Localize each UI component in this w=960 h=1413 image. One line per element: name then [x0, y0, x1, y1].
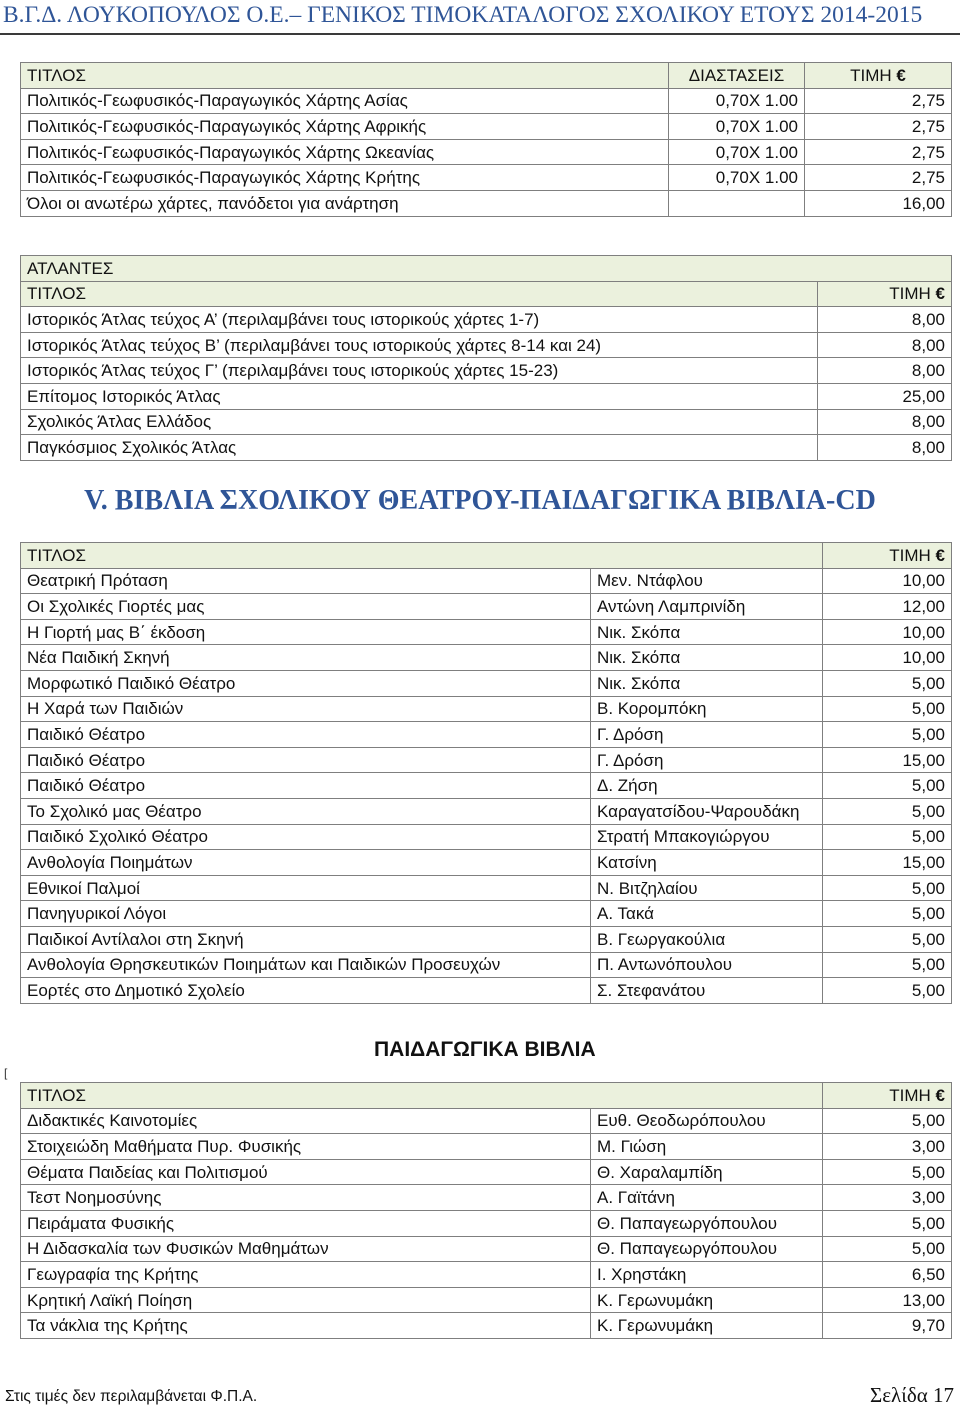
cell-author: Νικ. Σκόπα	[591, 619, 823, 645]
cell-title: Θεατρική Πρόταση	[21, 568, 591, 594]
cell-title: Γεωγραφία της Κρήτης	[21, 1262, 591, 1288]
euro-symbol: €	[935, 545, 945, 565]
section-v-title: V. ΒΙΒΛΙΑ ΣΧΟΛΙΚΟΥ ΘΕΑΤΡΟΥ-ΠΑΙΔΑΓΩΓΙΚΑ ΒΙΒΛΙΑ-CD	[84, 485, 876, 516]
table-row	[21, 926, 952, 952]
table-header-row	[21, 281, 952, 307]
cell-author: Καραγατσίδου-Ψαρουδάκη	[591, 798, 823, 824]
table-row	[21, 1236, 952, 1262]
cell-author: Νικ. Σκόπα	[591, 670, 823, 696]
col-header-price: ΤΙΜΗ €	[805, 63, 952, 89]
stray-bracket-mark: [	[4, 1066, 8, 1080]
table-row	[21, 875, 952, 901]
cell-author: Γ. Δρόση	[591, 722, 823, 748]
euro-symbol: €	[896, 65, 906, 85]
cell-title: Διδακτικές Καινοτομίες	[21, 1108, 591, 1134]
table-row	[21, 435, 952, 461]
all-maps-row	[21, 190, 952, 216]
cell-price: 5,00	[823, 670, 952, 696]
cell-author: Κ. Γερωνυμάκη	[591, 1287, 823, 1313]
table-row	[21, 901, 952, 927]
cell-price: 3,00	[823, 1134, 952, 1160]
theatre-books-table	[20, 542, 952, 1004]
col-header-price: ΤΙΜΗ €	[823, 1083, 952, 1109]
cell-author: Α. Γαϊτάνη	[591, 1185, 823, 1211]
table-row	[21, 1313, 952, 1339]
cell-author: Νικ. Σκόπα	[591, 645, 823, 671]
cell-price: 16,00	[805, 190, 952, 216]
table-row	[21, 332, 952, 358]
table-row	[21, 594, 952, 620]
pedagogical-books-table	[20, 1082, 952, 1339]
cell-dimensions: 0,70Χ 1.00	[669, 114, 805, 140]
cell-title: Παιδικοί Αντίλαλοι στη Σκηνή	[21, 926, 591, 952]
cell-price: 2,75	[805, 165, 952, 191]
cell-author: Δ. Ζήση	[591, 773, 823, 799]
cell-title: Η Χαρά των Παιδιών	[21, 696, 591, 722]
table-header-row	[21, 543, 952, 569]
cell-author: Στρατή Μπακογιώργου	[591, 824, 823, 850]
table-row	[21, 358, 952, 384]
table-row	[21, 952, 952, 978]
cell-price: 5,00	[823, 798, 952, 824]
col-header-title: ΤΙΤΛΟΣ	[21, 63, 669, 89]
cell-author: Κ. Γερωνυμάκη	[591, 1313, 823, 1339]
table-row	[21, 696, 952, 722]
cell-dimensions: 0,70Χ 1.00	[669, 139, 805, 165]
maps-price-table	[20, 62, 952, 217]
table-row	[21, 114, 952, 140]
cell-author: Θ. Παπαγεωργόπουλου	[591, 1210, 823, 1236]
euro-symbol: €	[935, 284, 945, 304]
cell-price: 5,00	[823, 1236, 952, 1262]
table-row	[21, 722, 952, 748]
table-row	[21, 1287, 952, 1313]
col-header-price: ΤΙΜΗ €	[818, 281, 952, 307]
cell-price: 5,00	[823, 773, 952, 799]
cell-author: Ν. Βιτζηλαίου	[591, 875, 823, 901]
cell-price: 5,00	[823, 952, 952, 978]
table-row	[21, 1108, 952, 1134]
col-header-title: ΤΙΤΛΟΣ	[21, 281, 818, 307]
cell-price: 5,00	[823, 1210, 952, 1236]
cell-price: 5,00	[823, 875, 952, 901]
cell-price: 6,50	[823, 1262, 952, 1288]
cell-title: Παιδικό Θέατρο	[21, 773, 591, 799]
cell-price: 8,00	[818, 358, 952, 384]
table-row	[21, 645, 952, 671]
cell-title: Παιδικό Σχολικό Θέατρο	[21, 824, 591, 850]
col-header-dimensions: ΔΙΑΣΤΑΣΕΙΣ	[669, 63, 805, 89]
page-number: Σελίδα 17	[869, 1383, 954, 1407]
table-row	[21, 798, 952, 824]
cell-author: Γ. Δρόση	[591, 747, 823, 773]
cell-price: 25,00	[818, 383, 952, 409]
cell-author: Π. Αντωνόπουλου	[591, 952, 823, 978]
atlases-price-table	[20, 255, 952, 461]
page-header-title: Β.Γ.Δ. ΛΟΥΚΟΠΟΥΛΟΣ Ο.Ε.– ΓΕΝΙΚΟΣ ΤΙΜΟΚΑΤΑΛΟΓΟΣ ΣΧΟΛΙΚΟΥ ΕΤΟΥΣ 2014-2015	[3, 2, 923, 28]
cell-price: 15,00	[823, 747, 952, 773]
cell-price: 2,75	[805, 88, 952, 114]
cell-price: 12,00	[823, 594, 952, 620]
atlases-heading-row	[21, 256, 952, 282]
cell-title: Τεστ Νοημοσύνης	[21, 1185, 591, 1211]
table-row	[21, 1262, 952, 1288]
vat-note: Στις τιμές δεν περιλαμβάνεται Φ.Π.Α.	[5, 1388, 258, 1405]
cell-title: Παγκόσμιος Σχολικός Άτλας	[21, 435, 818, 461]
table-row	[21, 773, 952, 799]
cell-title: Μορφωτικό Παιδικό Θέατρο	[21, 670, 591, 696]
cell-title: Ανθολογία Ποιημάτων	[21, 850, 591, 876]
cell-price: 5,00	[823, 978, 952, 1004]
cell-author: Β. Γεωργακούλια	[591, 926, 823, 952]
table-row	[21, 850, 952, 876]
cell-price: 8,00	[818, 435, 952, 461]
cell-price: 9,70	[823, 1313, 952, 1339]
atlases-heading: ΑΤΛΑΝΤΕΣ	[21, 256, 952, 282]
cell-price: 13,00	[823, 1287, 952, 1313]
table-row	[21, 1210, 952, 1236]
table-row	[21, 978, 952, 1004]
cell-price: 10,00	[823, 619, 952, 645]
col-header-price: ΤΙΜΗ €	[823, 543, 952, 569]
header-divider	[0, 33, 960, 35]
cell-title: Τα νάκλια της Κρήτης	[21, 1313, 591, 1339]
cell-price: 5,00	[823, 824, 952, 850]
table-row	[21, 307, 952, 333]
cell-title: Οι Σχολικές Γιορτές μας	[21, 594, 591, 620]
cell-price: 5,00	[823, 722, 952, 748]
cell-price: 10,00	[823, 645, 952, 671]
cell-author: Σ. Στεφανάτου	[591, 978, 823, 1004]
cell-title: Το Σχολικό μας Θέατρο	[21, 798, 591, 824]
cell-title: Όλοι οι ανωτέρω χάρτες, πανόδετοι για ανάρτηση	[21, 190, 669, 216]
table-row	[21, 568, 952, 594]
cell-author: Ι. Χρηστάκη	[591, 1262, 823, 1288]
table-row	[21, 670, 952, 696]
cell-title: Ανθολογία Θρησκευτικών Ποιημάτων και Παιδικών Προσευχών	[21, 952, 591, 978]
table-row	[21, 747, 952, 773]
cell-price: 10,00	[823, 568, 952, 594]
col-header-title: ΤΙΤΛΟΣ	[21, 1083, 823, 1109]
cell-price: 2,75	[805, 139, 952, 165]
cell-title: Ιστορικός Άτλας τεύχος Α’ (περιλαμβάνει τους ιστορικούς χάρτες 1-7)	[21, 307, 818, 333]
cell-price: 5,00	[823, 901, 952, 927]
cell-title: Ιστορικός Άτλας τεύχος Β’ (περιλαμβάνει τους ιστορικούς χάρτες 8-14 και 24)	[21, 332, 818, 358]
cell-author: Θ. Παπαγεωργόπουλου	[591, 1236, 823, 1262]
cell-title: Πειράματα Φυσικής	[21, 1210, 591, 1236]
cell-price: 8,00	[818, 307, 952, 333]
cell-price: 5,00	[823, 926, 952, 952]
table-row	[21, 409, 952, 435]
cell-author: Μ. Γιώση	[591, 1134, 823, 1160]
cell-price: 3,00	[823, 1185, 952, 1211]
cell-author: Αντώνη Λαμπρινίδη	[591, 594, 823, 620]
cell-price: 8,00	[818, 332, 952, 358]
cell-author: Θ. Χαραλαμπίδη	[591, 1159, 823, 1185]
cell-title: Θέματα Παιδείας και Πολιτισμού	[21, 1159, 591, 1185]
col-header-title: ΤΙΤΛΟΣ	[21, 543, 823, 569]
cell-title: Πολιτικός-Γεωφυσικός-Παραγωγικός Χάρτης Αφρικής	[21, 114, 669, 140]
cell-author: Β. Κορομπόκη	[591, 696, 823, 722]
cell-title: Η Γιορτή μας Β΄ έκδοση	[21, 619, 591, 645]
pedagogical-books-title: ΠΑΙΔΑΓΩΓΙΚΑ ΒΙΒΛΙΑ	[374, 1038, 596, 1061]
cell-price: 15,00	[823, 850, 952, 876]
cell-author: Μεν. Ντάφλου	[591, 568, 823, 594]
table-header-row	[21, 1083, 952, 1109]
cell-dimensions: 0,70Χ 1.00	[669, 88, 805, 114]
cell-title: Επίτομος Ιστορικός Άτλας	[21, 383, 818, 409]
table-row	[21, 1134, 952, 1160]
cell-title: Παιδικό Θέατρο	[21, 747, 591, 773]
cell-price: 5,00	[823, 696, 952, 722]
table-row	[21, 824, 952, 850]
cell-price: 2,75	[805, 114, 952, 140]
cell-title: Εθνικοί Παλμοί	[21, 875, 591, 901]
cell-title: Πολιτικός-Γεωφυσικός-Παραγωγικός Χάρτης Κρήτης	[21, 165, 669, 191]
table-row	[21, 1159, 952, 1185]
cell-title: Παιδικό Θέατρο	[21, 722, 591, 748]
cell-title: Σχολικός Άτλας Ελλάδος	[21, 409, 818, 435]
cell-price: 5,00	[823, 1159, 952, 1185]
cell-title: Νέα Παιδική Σκηνή	[21, 645, 591, 671]
cell-title: Κρητική Λαϊκή Ποίηση	[21, 1287, 591, 1313]
cell-dimensions: 0,70Χ 1.00	[669, 165, 805, 191]
cell-empty	[669, 190, 805, 216]
cell-title: Η Διδασκαλία των Φυσικών Μαθημάτων	[21, 1236, 591, 1262]
table-row	[21, 139, 952, 165]
cell-price: 8,00	[818, 409, 952, 435]
table-header-row	[21, 63, 952, 89]
cell-author: Ευθ. Θεοδωρόπουλου	[591, 1108, 823, 1134]
cell-title: Στοιχειώδη Μαθήματα Πυρ. Φυσικής	[21, 1134, 591, 1160]
cell-title: Πολιτικός-Γεωφυσικός-Παραγωγικός Χάρτης Ασίας	[21, 88, 669, 114]
cell-title: Πολιτικός-Γεωφυσικός-Παραγωγικός Χάρτης Ωκεανίας	[21, 139, 669, 165]
cell-price: 5,00	[823, 1108, 952, 1134]
table-row	[21, 165, 952, 191]
euro-symbol: €	[935, 1085, 945, 1105]
table-row	[21, 619, 952, 645]
table-row	[21, 1185, 952, 1211]
cell-author: Κατσίνη	[591, 850, 823, 876]
cell-title: Πανηγυρικοί Λόγοι	[21, 901, 591, 927]
cell-title: Εορτές στο Δημοτικό Σχολείο	[21, 978, 591, 1004]
cell-author: Α. Τακά	[591, 901, 823, 927]
table-row	[21, 88, 952, 114]
table-row	[21, 383, 952, 409]
cell-title: Ιστορικός Άτλας τεύχος Γ’ (περιλαμβάνει τους ιστορικούς χάρτες 15-23)	[21, 358, 818, 384]
